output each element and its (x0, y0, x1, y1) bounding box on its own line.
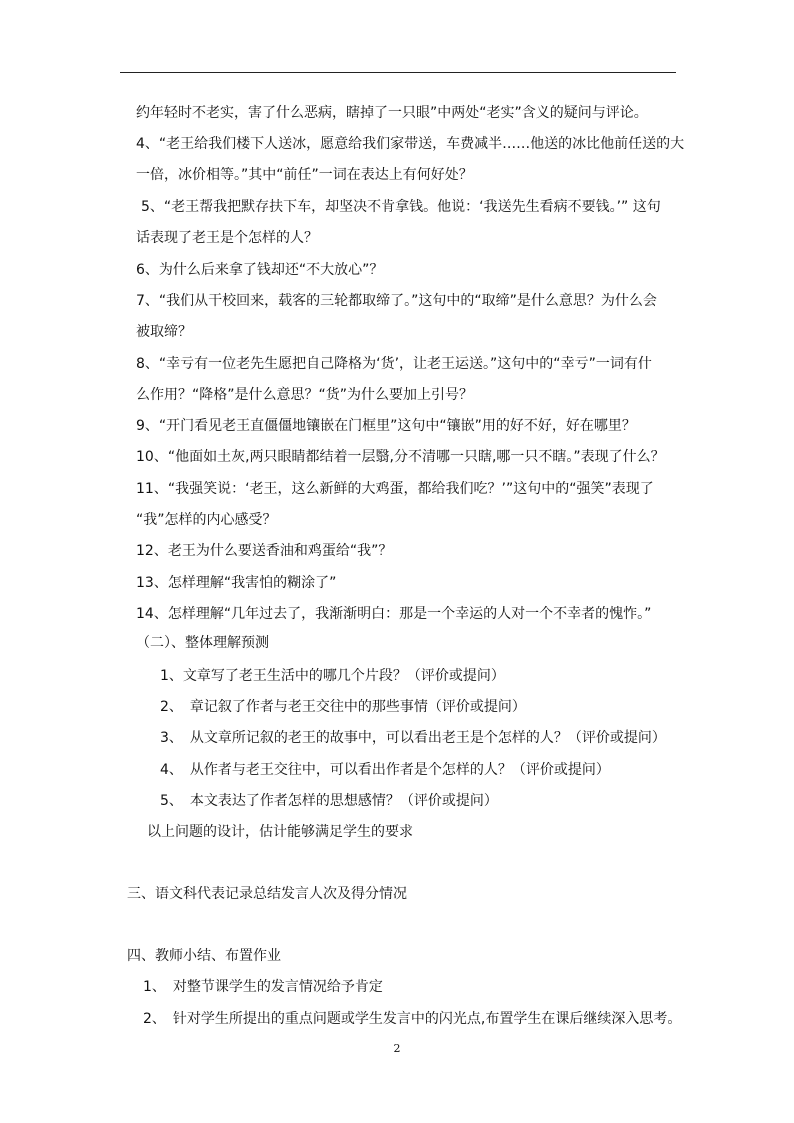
text-line-17: 14、怎样理解“几年过去了，我渐渐明白：那是一个幸运的人对一个不幸者的愧怍。” (136, 606, 652, 622)
text-line-6: 6、为什么后来拿了钱却还“不大放心”？ (136, 262, 384, 278)
section-heading-overall-prediction: （二）、整体理解预测 (136, 635, 269, 651)
text-line-21: 3、 从文章所记叙的老王的故事中，可以看出老王是个怎样的人？（评价或提问） (160, 730, 666, 746)
section-heading-4: 四、教师小结、布置作业 (127, 948, 281, 964)
text-line-3: 一倍，冰价相等。”其中“前任”一词在表达上有何好处？ (136, 167, 473, 183)
text-line-27: 1、 对整节课学生的发言情况给予肯定 (143, 979, 383, 995)
text-line-7: 7、“我们从干校回来，载客的三轮都取缔了。”这句中的“取缔”是什么意思？为什么会 (136, 293, 657, 309)
page-number: 2 (393, 1042, 401, 1055)
text-line-1: 约年轻时不老实，害了什么恶病，瞎掉了一只眼”中两处“老实”含义的疑问与评论。 (136, 105, 648, 121)
section-heading-3: 三、语文科代表记录总结发言人次及得分情况 (127, 886, 407, 902)
text-line-20: 2、 章记叙了作者与老王交往中的那些事情（评价或提问） (160, 699, 526, 715)
text-line-22: 4、 从作者与老王交往中，可以看出作者是个怎样的人？（评价或提问） (160, 762, 610, 778)
text-line-23: 5、 本文表达了作者怎样的思想感情？（评价或提问） (160, 793, 498, 809)
text-line-2: 4、“老王给我们楼下人送冰，愿意给我们家带送，车费减半……他送的冰比他前任送的大 (136, 136, 685, 152)
text-line-15: 12、老王为什么要送香油和鸡蛋给“我”？ (136, 543, 393, 559)
text-line-19: 1、文章写了老王生活中的哪几个片段？（评价或提问） (160, 668, 505, 684)
text-line-28: 2、 针对学生所提出的重点问题或学生发言中的闪光点,布置学生在课后继续深入思考。 (143, 1011, 682, 1027)
text-line-4: 5、“老王帮我把默存扶下车，却坚决不肯拿钱。他说：‘我送先生看病不要钱。’” 这句 (141, 199, 661, 215)
text-line-11: 9、“开门看见老王直僵僵地镶嵌在门框里”这句中“镶嵌”用的好不好，好在哪里？ (136, 418, 636, 434)
text-line-12: 10、“他面如土灰,两只眼睛都结着一层翳,分不清哪一只瞎,哪一只不瞎。”表现了什么？ (136, 449, 665, 465)
text-line-9: 8、“幸亏有一位老先生愿把自己降格为‘货’，让老王运送。”这句中的“幸亏”一词有什 (136, 356, 652, 372)
text-line-24: 以上问题的设计，估计能够满足学生的要求 (147, 824, 413, 840)
text-line-16: 13、怎样理解“我害怕的糊涂了” (136, 575, 337, 591)
text-line-8: 被取缔？ (136, 324, 192, 340)
text-line-14: “我”怎样的内心感受？ (136, 512, 277, 528)
text-line-10: 么作用？“降格”是什么意思？“货”为什么要加上引号？ (136, 387, 474, 403)
text-line-5: 话表现了老王是个怎样的人？ (136, 230, 318, 246)
text-line-13: 11、“我强笑说：‘老王，这么新鲜的大鸡蛋，都给我们吃？’”这句中的“强笑”表现了 (136, 481, 654, 497)
header-rule (120, 72, 676, 73)
